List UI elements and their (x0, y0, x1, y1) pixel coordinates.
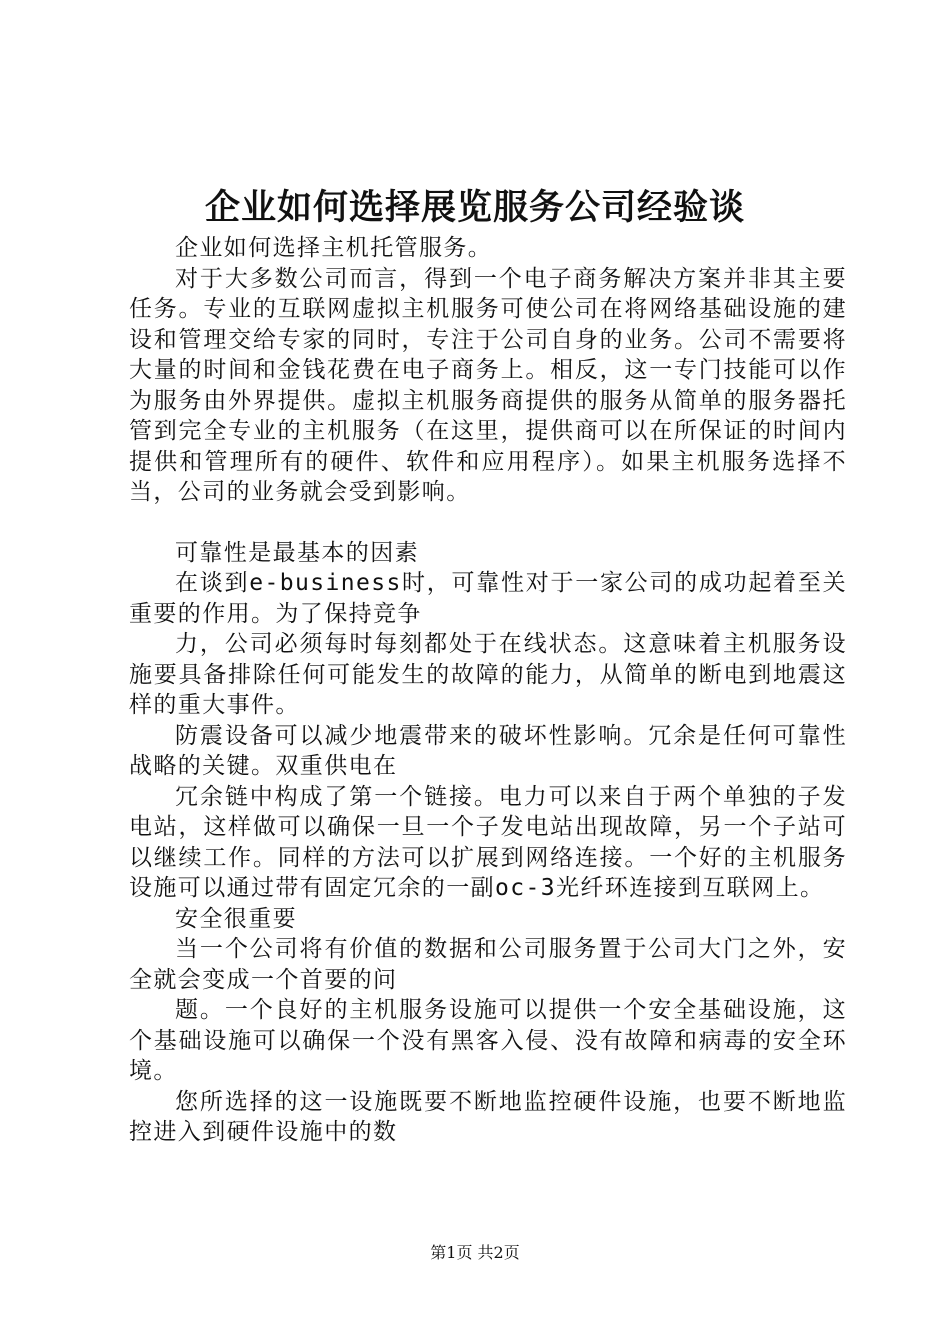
paragraph-security-1: 当一个公司将有价值的数据和公司服务置于公司大门之外，安全就会变成一个首要的问 (129, 936, 847, 993)
paragraph-reliability-3: 防震设备可以减少地震带来的破坏性影响。冗余是任何可靠性战略的关键。双重供电在 (129, 722, 847, 779)
paragraph-reliability-4: 冗余链中构成了第一个链接。电力可以来自于两个单独的子发电站，这样做可以确保一旦一个子发电站出现故障，另一个子站可以继续工作。同样的方法可以扩展到网络连接。一个好的主机服务设施可以通过带有固定冗余的一副oc-3光纤环连接到互联网上。 (129, 783, 847, 901)
paragraph-overview: 对于大多数公司而言，得到一个电子商务解决方案并非其主要任务。专业的互联网虚拟主机服务可使公司在将网络基础设施的建设和管理交给专家的同时，专注于公司自身的业务。公司不需要将大量的时间和金钱花费在电子商务上。相反，这一专门技能可以作为服务由外界提供。虚拟主机服务商提供的服务从简单的服务器托管到完全专业的主机服务（在这里，提供商可以在所保证的时间内提供和管理所有的硬件、软件和应用程序）。如果主机服务选择不当，公司的业务就会受到影响。 (129, 265, 847, 505)
paragraph-intro: 企业如何选择主机托管服务。 (175, 235, 493, 261)
paragraph-reliability-2: 力，公司必须每时每刻都处于在线状态。这意味着主机服务设施要具备排除任何可能发生的故障的能力，从简单的断电到地震这样的重大事件。 (129, 631, 847, 718)
section-heading-security: 安全很重要 (175, 905, 297, 932)
document-body (129, 233, 847, 1148)
paragraph-security-3: 您所选择的这一设施既要不断地监控硬件设施，也要不断地监控进入到硬件设施中的数 (129, 1088, 847, 1145)
paragraph-security-2: 题。一个良好的主机服务设施可以提供一个安全基础设施，这个基础设施可以确保一个没有黑客入侵、没有故障和病毒的安全环境。 (129, 997, 847, 1084)
section-heading-reliability: 可靠性是最基本的因素 (175, 539, 419, 566)
page-footer: 第1页 共2页 (430, 1243, 520, 1262)
document-title: 企业如何选择展览服务公司经验谈 (204, 187, 745, 228)
paragraph-reliability-1: 在谈到e-business时，可靠性对于一家公司的成功起着至关重要的作用。为了保持竞争 (129, 570, 847, 627)
